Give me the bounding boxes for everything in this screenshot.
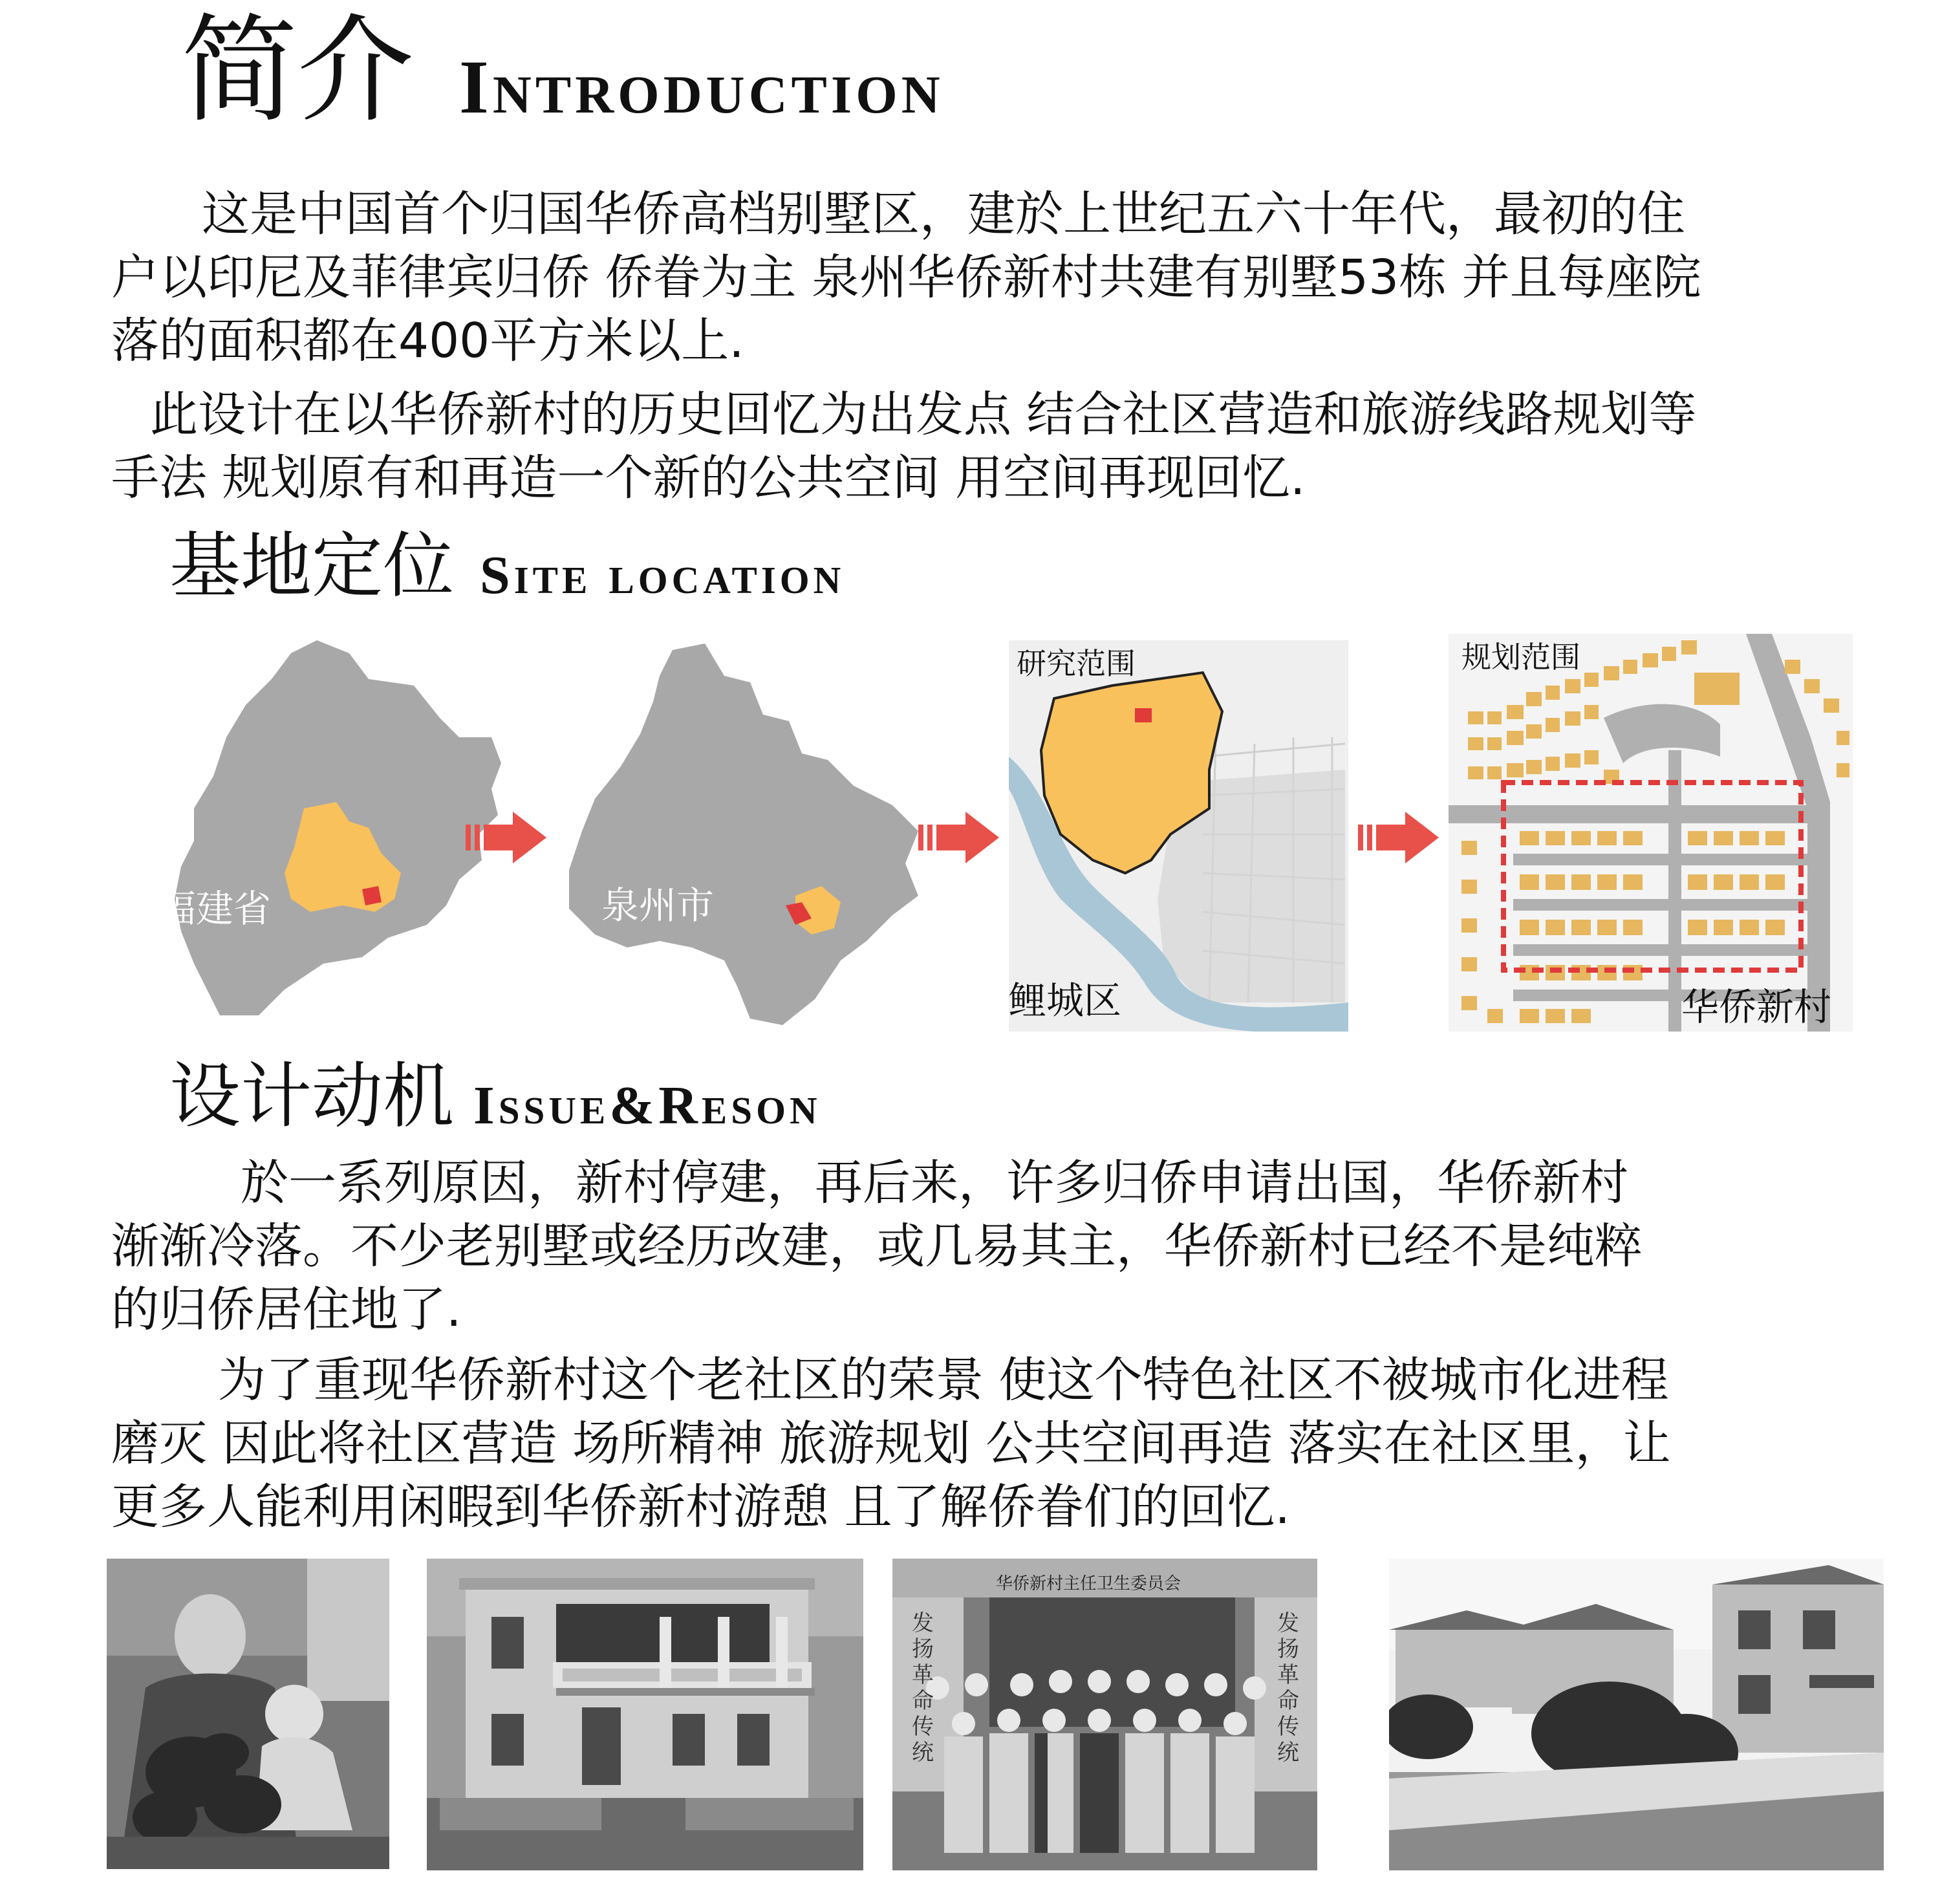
intro-p1-line-2: 户以印尼及菲律宾归侨 侨眷为主 泉州华侨新村共建有别墅53栋 并且每座院	[111, 250, 1701, 305]
intro-p2-line-1: 此设计在以华侨新村的历史回忆为出发点 结合社区营造和旅游线路规划等	[150, 387, 1697, 442]
intro-p2-line-2: 手法 规划原有和再造一个新的公共空间 用空间再现回忆.	[111, 450, 1306, 506]
arrow-1-icon	[466, 812, 550, 863]
map-label-fujian: 福建省	[158, 887, 272, 931]
motive-paragraph-1	[111, 1151, 1922, 1341]
group-photo-sign: 华侨新村主任卫生委员会	[996, 1574, 1181, 1594]
old-villa-svg	[427, 1559, 863, 1870]
intro-paragraph-2	[111, 383, 1922, 510]
villas-street-svg	[1389, 1559, 1884, 1870]
villas-street-photo	[1389, 1559, 1884, 1870]
motive-p2-line-3: 更多人能利用闲暇到华侨新村游憩 且了解侨眷们的回忆.	[111, 1479, 1291, 1535]
motive-p1-line-2: 渐渐冷落。不少老别墅或经历改建，或几易其主，华侨新村已经不是纯粹	[111, 1218, 1643, 1274]
motive-title-en: Issue&Reson	[473, 1076, 821, 1136]
motive-title-cn: 设计动机	[169, 1055, 454, 1138]
licheng-red-shape	[362, 886, 382, 905]
map-quanzhou	[556, 637, 944, 1025]
licheng-red-site	[1135, 708, 1152, 722]
intro-paragraph-1	[111, 182, 1922, 373]
quanzhou-map-svg	[556, 637, 944, 1025]
man-with-child-svg	[107, 1559, 389, 1869]
site-title-cn: 基地定位	[169, 525, 454, 607]
map-label-research: 研究范围	[1017, 646, 1136, 681]
intro-heading	[181, 3, 1086, 138]
group-portrait-photo	[892, 1559, 1317, 1870]
map-licheng	[1009, 640, 1348, 1032]
map-label-licheng: 鲤城区	[1009, 979, 1122, 1022]
fujian-map-svg	[155, 627, 517, 1028]
site-heading	[169, 524, 1139, 614]
group-photo-banner-right: 发扬革命传统	[1277, 1610, 1299, 1766]
site-title-en: Site location	[480, 545, 845, 605]
motive-p1-line-1: 於一系列原因，新村停建，再后来，许多归侨申请出国，华侨新村	[241, 1155, 1628, 1211]
intro-title-en: Introduction	[459, 45, 944, 129]
old-villa-photo	[427, 1559, 863, 1870]
man-with-child-photo	[107, 1559, 389, 1869]
motive-p2-line-2: 磨灭 因此将社区营造 场所精神 旅游规划 公共空间再造 落实在社区里，让	[111, 1416, 1671, 1471]
intro-title-cn: 简介	[181, 3, 415, 138]
motive-heading	[169, 1054, 1139, 1145]
group-portrait-svg	[892, 1559, 1317, 1870]
motive-p1-line-3: 的归侨居住地了.	[111, 1282, 462, 1337]
quanzhou-land-shape	[569, 644, 918, 1025]
arrow-3-icon	[1358, 812, 1442, 863]
map-fujian	[155, 627, 517, 1028]
intro-p1-line-3: 落的面积都在400平方米以上.	[111, 313, 744, 369]
planning-map-svg	[1449, 634, 1853, 1032]
motive-p2-line-1: 为了重现华侨新村这个老社区的荣景 使这个特色社区不被城市化进程	[218, 1352, 1669, 1408]
map-label-planning: 规划范围	[1461, 640, 1580, 675]
intro-p1-line-1: 这是中国首个归国华侨高档别墅区，建於上世纪五六十年代，最初的住	[202, 186, 1685, 242]
map-label-quanzhou: 泉州市	[601, 883, 715, 927]
map-label-huaqiao: 华侨新村	[1681, 985, 1832, 1029]
map-planning	[1449, 634, 1853, 1032]
group-photo-banner-left: 发扬革命传统	[912, 1610, 934, 1766]
motive-paragraph-2	[111, 1348, 1922, 1539]
arrow-2-icon	[918, 812, 1002, 863]
